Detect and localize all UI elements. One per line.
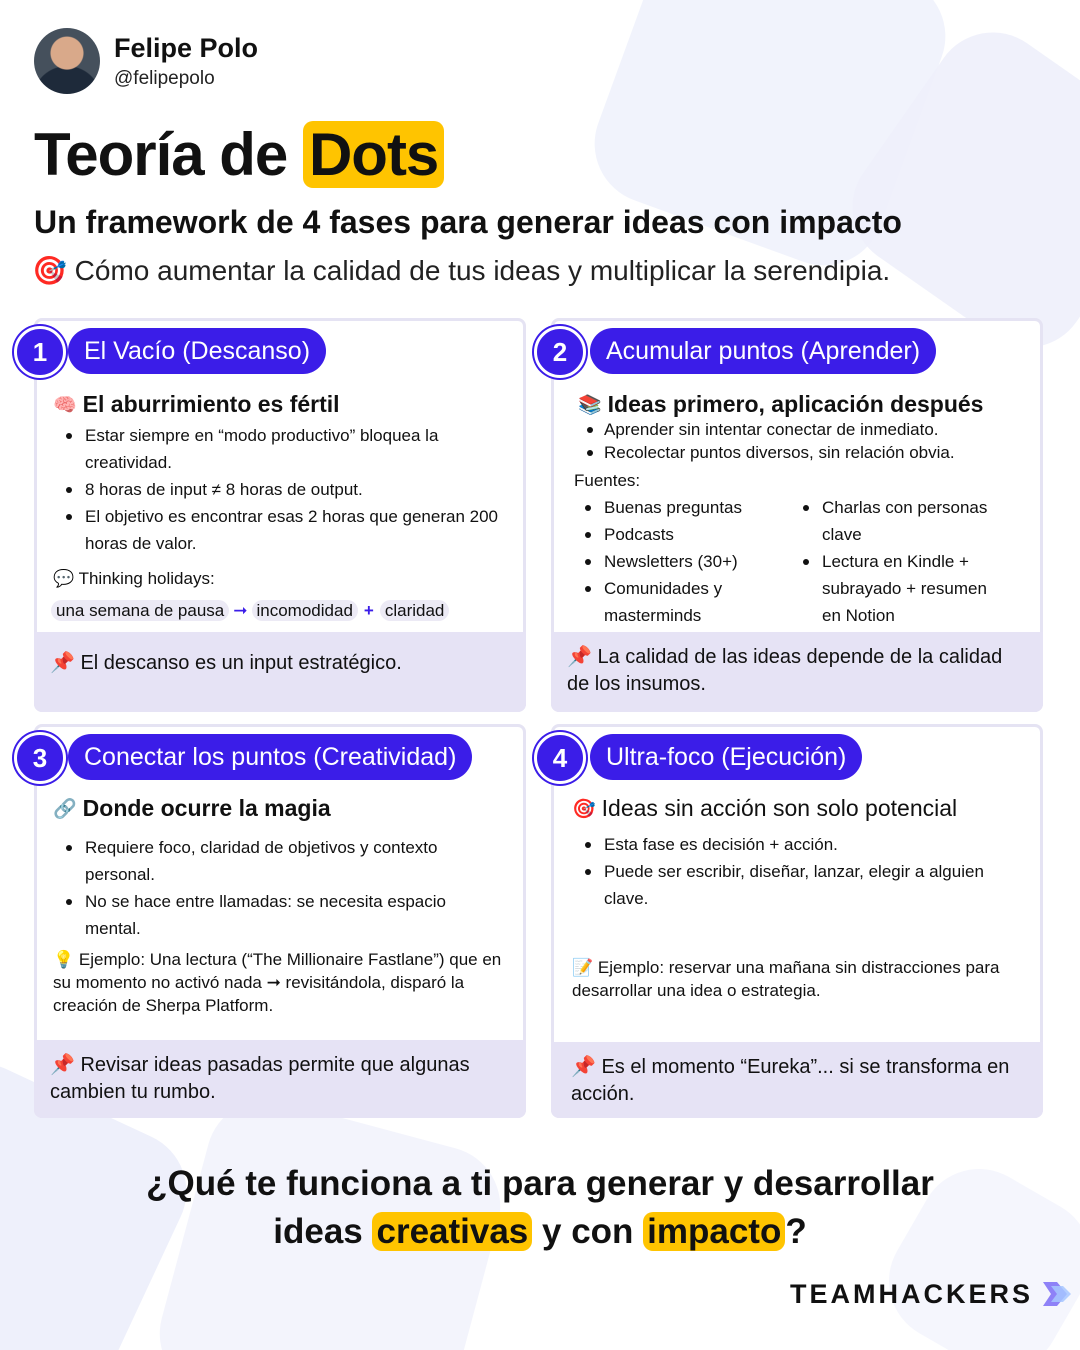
card-footer (34, 632, 526, 712)
page-subtitle: Un framework de 4 fases para generar ideas con impacto (34, 204, 902, 240)
tagline (32, 254, 890, 287)
speech-bubble-icon: 💬 (53, 569, 75, 588)
phase-label-pill: Ultra-foco (Ejecución) (590, 734, 862, 780)
card-example (53, 948, 503, 1017)
card-example (572, 956, 1012, 1002)
card-heading (53, 391, 340, 418)
target-icon: 🎯 (32, 255, 67, 286)
question-line-2 (0, 1208, 1080, 1256)
question-line-1: ¿Qué te funciona a ti para generar y desarrollar (146, 1164, 934, 1203)
sources-list-right (790, 494, 1010, 629)
page-title (34, 120, 444, 189)
card-footer (34, 1040, 526, 1118)
memo-icon: 📝 (572, 958, 594, 977)
phase-number-badge: 1 (14, 326, 66, 378)
brand-logo-icon (1037, 1278, 1073, 1310)
author-header[interactable] (34, 28, 258, 94)
pin-icon: 📌 (567, 646, 592, 668)
question-text: ideas (273, 1212, 373, 1251)
card-heading-text: Ideas primero, aplicación después (607, 391, 984, 417)
chip: incomodidad (252, 600, 358, 621)
card-note (53, 567, 215, 590)
list-item: Puede ser escribir, diseñar, lanzar, elegir a alguien clave. (572, 858, 1012, 912)
list-item: Esta fase es decisión + acción. (572, 831, 1012, 858)
chip: claridad (380, 600, 450, 621)
tagline-text: Cómo aumentar la calidad de tus ideas y multiplicar la serendipia. (74, 255, 891, 286)
card-heading-text: El aburrimiento es fértil (82, 391, 340, 417)
question-highlight: impacto (643, 1212, 785, 1251)
note-text: Thinking holidays: (78, 569, 215, 588)
list-item: Newsletters (30+) (572, 548, 782, 575)
sources-list-left (572, 494, 782, 629)
author-name[interactable]: Felipe Polo (114, 32, 259, 63)
question-text: y con (532, 1212, 644, 1251)
pin-icon: 📌 (50, 1054, 75, 1076)
footer-text: La calidad de las ideas depende de la calidad de los insumos. (567, 646, 1003, 695)
card-heading (578, 391, 983, 418)
card-heading-text: Ideas sin acción son solo potencial (601, 795, 958, 821)
card-footer (551, 1042, 1043, 1118)
phase-label-pill: Acumular puntos (Aprender) (590, 328, 936, 374)
chip: una semana de pausa (51, 600, 229, 621)
card-heading-text: Donde ocurre la magia (82, 795, 331, 821)
sources-label: Fuentes: (574, 471, 641, 490)
target-icon: 🎯 (572, 798, 596, 820)
card-footer (551, 632, 1043, 712)
title-prefix: Teoría de (34, 121, 303, 188)
list-item: Requiere foco, claridad de objetivos y contexto personal. (53, 834, 493, 888)
list-item: Recolectar puntos diversos, sin relación obvia. (578, 441, 1028, 464)
list-item: Comunidades y masterminds (572, 575, 782, 629)
list-item: El objetivo es encontrar esas 2 horas que generan 200 horas de valor. (53, 503, 513, 557)
card-bullets (53, 834, 493, 942)
footer-text: Revisar ideas pasadas permite que algunas cambien tu rumbo. (50, 1054, 470, 1103)
brand-logo[interactable] (790, 1278, 1073, 1310)
brain-icon: 🧠 (53, 394, 77, 416)
footer-text: El descanso es un input estratégico. (80, 652, 402, 674)
phase-card-2 (551, 318, 1043, 712)
plus-icon: + (363, 601, 374, 620)
card-bullets (53, 422, 513, 557)
phase-label-pill: Conectar los puntos (Creatividad) (68, 734, 472, 780)
author-handle[interactable]: @felipepolo (114, 67, 215, 89)
footer-text: Es el momento “Eureka”... si se transforma en acción. (571, 1056, 1010, 1105)
card-heading (572, 795, 957, 822)
pin-icon: 📌 (571, 1056, 596, 1078)
books-icon: 📚 (578, 394, 602, 416)
list-item: No se hace entre llamadas: se necesita espacio mental. (53, 888, 493, 942)
list-item: Estar siempre en “modo productivo” bloquea la creatividad. (53, 422, 513, 476)
card-bullets (578, 418, 1028, 464)
phase-card-3 (34, 724, 526, 1118)
phase-number-badge: 4 (534, 732, 586, 784)
phase-number-badge: 3 (14, 732, 66, 784)
list-item: Lectura en Kindle + subrayado + resumen en Notion (790, 548, 1010, 629)
brand-name: TEAMHACKERS (790, 1278, 1034, 1309)
question-text: ? (785, 1212, 807, 1251)
link-icon: 🔗 (53, 798, 77, 820)
list-item: 8 horas de input ≠ 8 horas de output. (53, 476, 513, 503)
question-highlight: creativas (372, 1212, 532, 1251)
phase-card-1 (34, 318, 526, 712)
list-item: Buenas preguntas (572, 494, 782, 521)
arrow-icon: ➞ (233, 601, 248, 620)
chip-row (51, 599, 449, 622)
example-text: Ejemplo: Una lectura (“The Millionaire Fastlane”) que en su momento no activó nada ➞ revisitándola, disparó la creación de Sherpa Platform. (53, 950, 502, 1015)
avatar[interactable] (34, 28, 100, 94)
lightbulb-icon: 💡 (53, 950, 75, 969)
phase-label-pill: El Vacío (Descanso) (68, 328, 326, 374)
closing-question (0, 1160, 1080, 1256)
phase-card-4 (551, 724, 1043, 1118)
pin-icon: 📌 (50, 652, 75, 674)
card-bullets (572, 831, 1012, 912)
list-item: Podcasts (572, 521, 782, 548)
example-text: Ejemplo: reservar una mañana sin distracciones para desarrollar una idea o estrategia. (572, 958, 1000, 1000)
card-heading (53, 795, 331, 822)
list-item: Charlas con personas clave (790, 494, 1010, 548)
title-highlight: Dots (303, 121, 444, 188)
list-item: Aprender sin intentar conectar de inmediato. (578, 418, 1028, 441)
phase-number-badge: 2 (534, 326, 586, 378)
